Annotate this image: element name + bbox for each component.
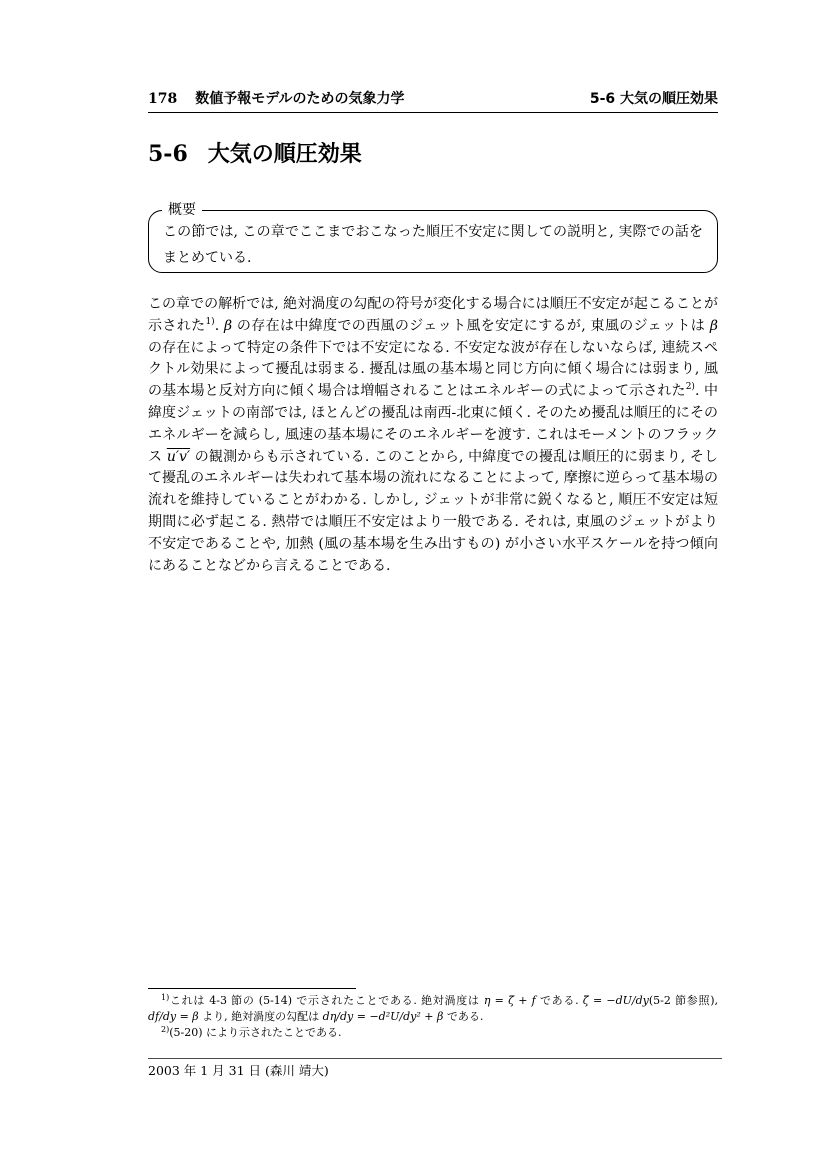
math-df-dy: df/dy = β bbox=[148, 1010, 199, 1024]
summary-text: この節では, この章でここまでおこなった順圧不安定に関しての説明と, 実際での話をまとめている. bbox=[163, 224, 703, 266]
section-title-text: 大気の順圧効果 bbox=[207, 142, 362, 167]
footnote-text-segment: これは 4-3 節の (5-14) で示されたことである. 絶対渦度は bbox=[169, 994, 484, 1007]
footnote-2-marker: 2) bbox=[161, 1025, 170, 1035]
math-zeta-bar: ζ̄ = −dU/dy bbox=[582, 994, 649, 1007]
footnote-ref-2: 2) bbox=[685, 382, 695, 393]
body-text-segment: の存在は中緯度での西風のジェット風を安定にするが, 東風のジェットは bbox=[232, 317, 710, 334]
math-beta: β bbox=[223, 317, 233, 334]
math-vorticity-gradient: dη/dy = −d²U/dy² + β bbox=[322, 1010, 444, 1024]
footnote-text-segment: である. bbox=[443, 1010, 484, 1024]
page-number: 178 bbox=[148, 91, 178, 107]
body-paragraph bbox=[148, 294, 718, 577]
page-footer bbox=[148, 1058, 722, 1079]
footnote-ref-1: 1) bbox=[205, 316, 215, 327]
footnote-area bbox=[148, 988, 718, 1042]
math-abs-vorticity: η = ζ̄ + f bbox=[483, 994, 536, 1007]
section-heading bbox=[148, 141, 718, 168]
header-section-ref: 5-6 大気の順圧効果 bbox=[589, 91, 718, 107]
footnote-2 bbox=[148, 1025, 718, 1041]
book-title: 数値予報モデルのための気象力学 bbox=[195, 91, 405, 107]
summary-box bbox=[148, 202, 718, 273]
body-text-segment: の存在によって特定の条件下では不安定になる. 不安定な波が存在しないならば, 連続スペクトル効果によって擾乱は弱まる. 擾乱は風の基本場と同じ方向に傾く場合には弱まり, 風の基本場と反対方向に傾く場合は増幅されることはエネルギーの式によって示された bbox=[148, 339, 718, 400]
body-text-segment: . 中緯度ジェットの南部では, ほとんどの擾乱は南西-北東に傾く. そのため擾乱は順圧的にそのエネルギーを減らし, 風速の基本場にそのエネルギーを渡す. これはモーメントのフラックス bbox=[148, 383, 719, 465]
section-number: 5-6 bbox=[148, 141, 188, 167]
math-beta: β bbox=[709, 317, 719, 334]
footnote-text-segment: である. bbox=[535, 994, 583, 1007]
footnote-rule bbox=[148, 988, 356, 989]
footnote-1-marker: 1) bbox=[161, 993, 170, 1002]
footnote-text-segment: (5-2 節参照), bbox=[648, 994, 719, 1007]
math-momentum-flux: u′v′ bbox=[166, 448, 191, 465]
body-text-segment: . bbox=[214, 317, 224, 334]
footnote-1 bbox=[148, 993, 718, 1025]
header-left bbox=[148, 92, 405, 106]
body-text-segment: この章での解析では, 絶対渦度の勾配の符号が変化する場合には順圧不安定が起こることが示された bbox=[148, 296, 718, 334]
footnote-text-segment: (5-20) により示されたことである. bbox=[169, 1026, 342, 1040]
footnote-text-segment: より, 絶対渦度の勾配は bbox=[198, 1010, 323, 1024]
footer-date: 2003 年 1 月 31 日 (森川 靖大) bbox=[148, 1063, 329, 1078]
summary-box-label: 概要 bbox=[162, 201, 202, 219]
page-header bbox=[148, 92, 718, 113]
body-text-segment: の観測からも示されている. このことから, 中緯度での擾乱は順圧的に弱まり, そして擾乱のエネルギーは失われて基本場の流れになることによって, 摩擦に逆らって基本場の流れを維持していることがわかる. しかし, ジェットが非常に鋭くなると, 順圧不安定は短期間に必ず起こる. 熱帯では順圧不安定はより一般である. それは, 東風のジェットがより不安定であることや, 加熱 (風の基本場を生み出すもの) が小さい水平スケールを持つ傾向にあることなどから言えることである. bbox=[148, 448, 718, 574]
